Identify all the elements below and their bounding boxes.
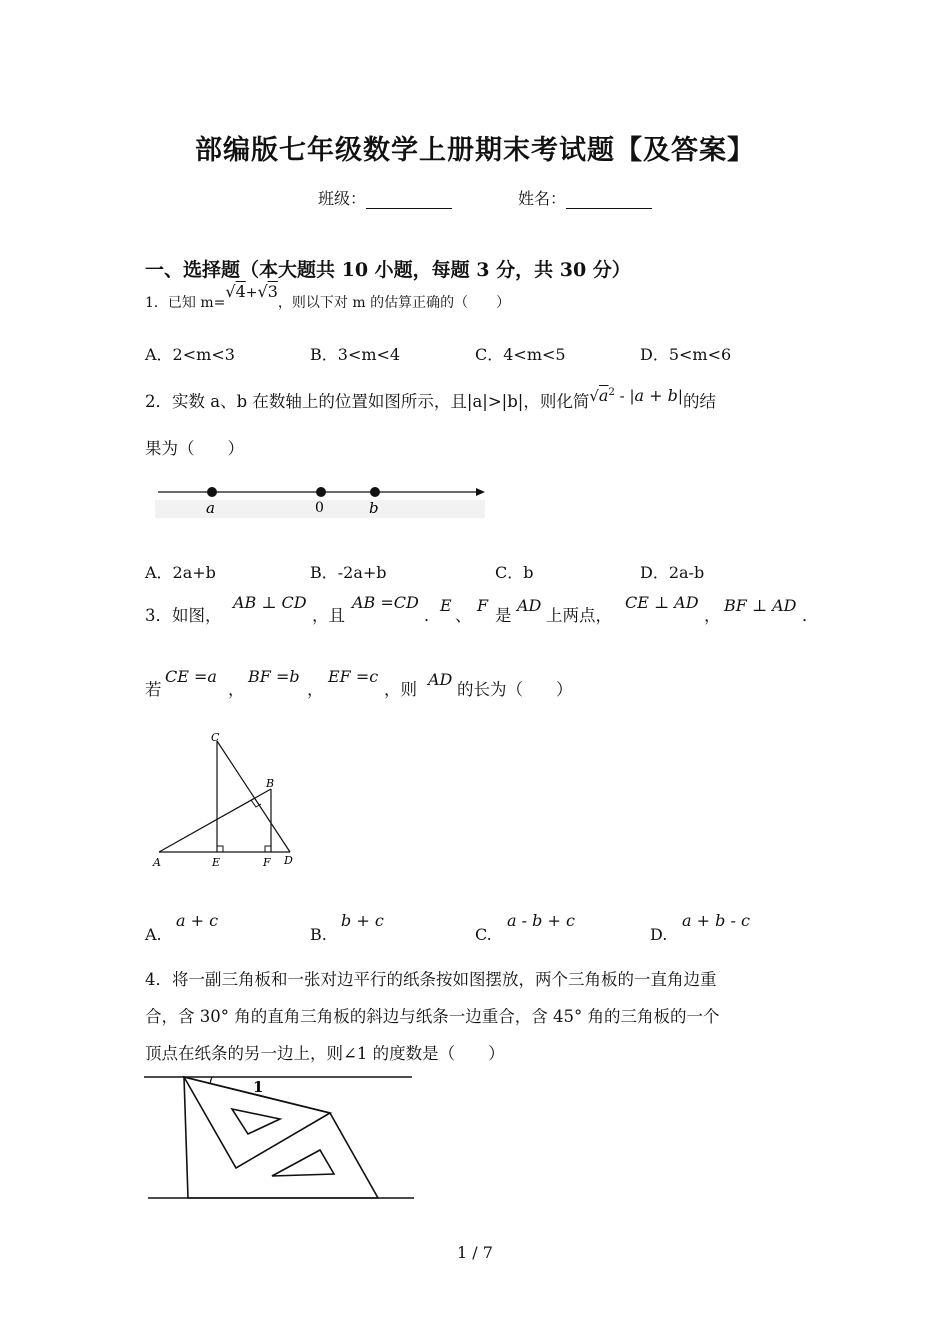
q3-option-d-expr[interactable]: a + b - c <box>682 911 750 930</box>
q1-option-d[interactable]: D．5<m<6 <box>640 345 732 364</box>
q3-option-b-expr[interactable]: b + c <box>341 911 384 930</box>
q1-prefix: 1．已知 m= <box>145 295 226 311</box>
right-angle-e <box>217 846 223 852</box>
label-d: D <box>284 854 293 867</box>
label-a: a <box>206 499 215 517</box>
page-number: 1 / 7 <box>457 1243 493 1262</box>
q3-math-1: AB ⊥ CD <box>233 593 307 612</box>
q4-triangle-figure <box>140 1070 420 1205</box>
q3-math-11: AD <box>428 670 453 689</box>
q3-geometry-figure <box>145 725 305 875</box>
name-label: 姓名： <box>518 189 567 208</box>
arrow-head-icon <box>476 488 485 496</box>
q3-option-b-letter[interactable]: B. <box>310 925 327 944</box>
segment-ab <box>159 789 271 852</box>
name-field <box>518 186 652 209</box>
q2-minus: - <box>619 387 625 405</box>
triangle-45-outer <box>184 1077 378 1198</box>
right-angle-f <box>265 846 271 852</box>
q3-text-1: ，且 <box>312 606 345 625</box>
angle-1-label: 1 <box>253 1078 264 1096</box>
q3-math-4: F <box>477 596 489 615</box>
q2-option-a[interactable]: A．2a+b <box>145 563 216 582</box>
question-4-line-3: 顶点在纸条的另一边上，则∠1 的度数是（ ） <box>145 1044 505 1063</box>
q3-math-9: BF =b <box>248 667 300 686</box>
class-field <box>318 186 452 209</box>
label-b: b <box>369 499 379 517</box>
q1-option-a[interactable]: A．2<m<3 <box>145 345 235 364</box>
q3-text-2: ． <box>424 606 441 625</box>
label-zero: 0 <box>315 500 324 516</box>
q3-text-9: ， <box>307 680 324 699</box>
q3-text-6: ， <box>704 606 721 625</box>
label-c: C <box>211 731 220 744</box>
q1-option-b[interactable]: B．3<m<4 <box>310 345 401 364</box>
q2-text: 2．实数 a、b 在数轴上的位置如图所示，且|a|>|b|，则化简 <box>145 392 590 411</box>
q2-option-b[interactable]: B．-2a+b <box>310 563 387 582</box>
q3-math-7: BF ⊥ AD <box>724 596 797 615</box>
q1-radicand-a: 4 <box>235 282 246 301</box>
q3-text-3: 、 <box>455 606 472 625</box>
q3-option-c-expr[interactable]: a - b + c <box>507 911 575 930</box>
label-a: A <box>153 856 161 869</box>
q3-text-7: ． <box>802 606 819 625</box>
q1-suffix: ，则以下对 m 的估算正确的（ ） <box>277 295 511 311</box>
q3-math-5: AD <box>517 596 542 615</box>
q2-option-d[interactable]: D．2a-b <box>640 563 705 582</box>
segment-cd <box>217 741 290 852</box>
class-blank[interactable] <box>366 190 452 209</box>
triangle-30-inner <box>232 1109 280 1134</box>
page-title: 部编版七年级数学上册期末考试题【及答案】 <box>195 135 755 166</box>
q3-prefix: 3．如图， <box>145 606 222 625</box>
section-heading: 一、选择题（本大题共 10 小题，每题 3 分，共 30 分） <box>145 259 631 281</box>
number-line-figure <box>150 480 495 522</box>
point-b <box>370 487 380 497</box>
point-a <box>207 487 217 497</box>
question-2-line-2: 果为（ ） <box>145 439 244 458</box>
question-4-line-1: 4．将一副三角板和一张对边平行的纸条按如图摆放，两个三角板的一直角边重 <box>145 970 717 989</box>
q3-math-2: AB =CD <box>352 593 419 612</box>
q3-option-d-letter[interactable]: D. <box>650 925 668 944</box>
point-zero <box>316 487 326 497</box>
q1-plus: + <box>245 285 258 301</box>
question-1 <box>145 282 511 313</box>
q2-text-end: 的结 <box>682 392 716 411</box>
q3-option-c-letter[interactable]: C. <box>475 925 492 944</box>
question-4-line-2: 合，含 30° 角的直角三角板的斜边与纸条一边重合，含 45° 角的三角板的一个 <box>145 1007 720 1026</box>
name-blank[interactable] <box>566 190 652 209</box>
class-label: 班级： <box>318 189 367 208</box>
question-2-line-1 <box>145 386 716 412</box>
q3-l2-prefix: 若 <box>145 680 162 699</box>
q3-text-8: ， <box>228 680 245 699</box>
q1-radicand-b: 3 <box>267 282 278 301</box>
q3-math-10: EF =c <box>328 667 379 686</box>
q2-abs-value: a + b <box>634 386 678 405</box>
q2-option-c[interactable]: C．b <box>495 563 534 582</box>
q1-expression: √4+√3 <box>225 282 278 301</box>
label-b: B <box>266 777 275 790</box>
q3-math-8: CE =a <box>165 667 217 686</box>
q3-text-11: 的长为（ ） <box>457 680 573 699</box>
q3-text-4: 是 <box>495 606 512 625</box>
q3-text-10: ，则 <box>384 680 417 699</box>
q3-math-6: CE ⊥ AD <box>625 593 699 612</box>
q3-text-5: 上两点， <box>546 606 612 625</box>
q2-radicand: a <box>598 386 609 405</box>
q3-math-3: E <box>440 596 452 615</box>
q2-exponent: 2 <box>608 387 615 398</box>
triangle-45-inner <box>272 1150 334 1176</box>
label-e: E <box>212 856 221 869</box>
q2-expression: $√a^2 - |a + b|$ <box>589 386 683 405</box>
q3-option-a-expr[interactable]: a + c <box>176 911 219 930</box>
q3-option-a-letter[interactable]: A. <box>145 925 162 944</box>
q1-option-c[interactable]: C．4<m<5 <box>475 345 566 364</box>
label-f: F <box>263 856 271 869</box>
